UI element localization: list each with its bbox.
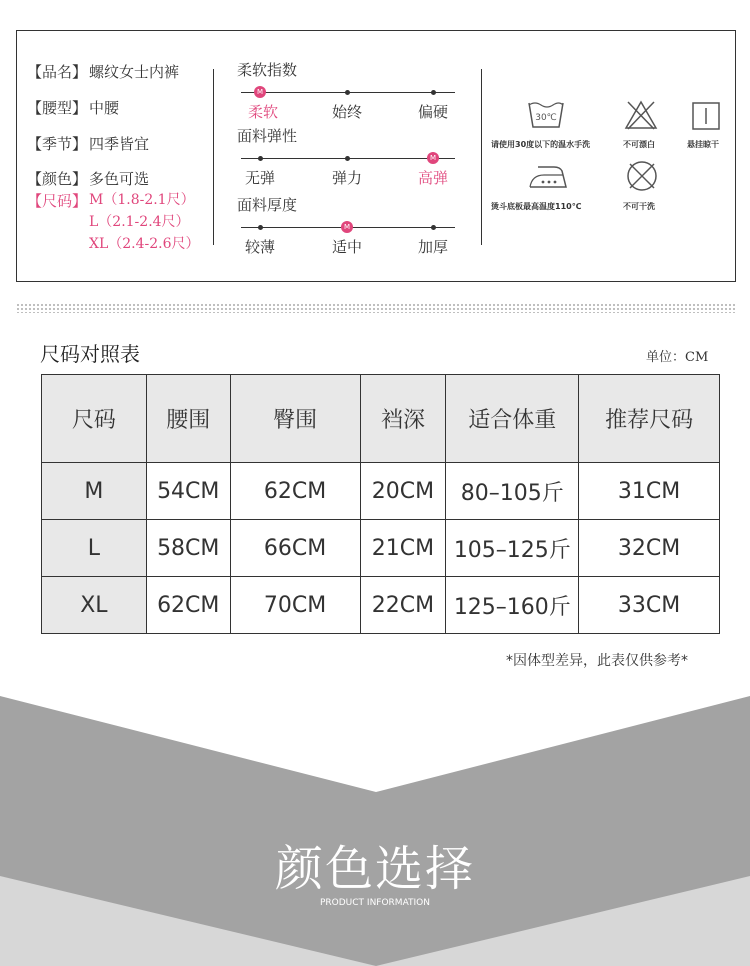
scale-thickness-label-2: 适中 [331, 238, 363, 256]
hang-dry-icon [691, 101, 721, 131]
size-table-title: 尺码对照表 [40, 342, 140, 366]
scale-thickness-title: 面料厚度 [237, 196, 298, 214]
hand-wash-caption: 请使用30度以下的温水手洗 [491, 140, 591, 149]
scale-dot [431, 225, 436, 230]
cell-size: L [42, 520, 147, 577]
cell-size: M [42, 463, 147, 520]
product-info-box [16, 30, 736, 282]
no-bleach-icon [624, 99, 658, 131]
size-table-unit: 单位：CM [646, 350, 709, 365]
cell-recommended: 31CM [579, 463, 720, 520]
scale-dot [258, 225, 263, 230]
hang-dry-caption: 悬挂晾干 [687, 140, 719, 149]
scale-elasticity-label-1: 无弹 [244, 169, 276, 187]
header-hip: 臀围 [230, 375, 360, 463]
cell-hip: 62CM [230, 463, 360, 520]
divider-left [213, 69, 214, 245]
banner-title: 颜色选择 [274, 841, 475, 897]
header-size: 尺码 [42, 375, 147, 463]
attr-waist: 【腰型】 中腰 [27, 99, 120, 117]
scale-thickness-label-1: 较薄 [244, 238, 276, 256]
scale-thickness-marker: M [341, 221, 353, 233]
cell-waist: 54CM [146, 463, 230, 520]
cell-weight: 105–125斤 [446, 520, 579, 577]
scale-softness-title: 柔软指数 [237, 61, 298, 79]
iron-icon [526, 161, 570, 191]
no-dry-clean-caption: 不可干洗 [623, 202, 655, 211]
attr-name: 【品名】 螺纹女士内裤 [27, 63, 180, 81]
scale-dot [345, 90, 350, 95]
table-row [42, 520, 720, 577]
svg-text:30℃: 30℃ [535, 113, 557, 123]
scale-dot [345, 156, 350, 161]
section-banner [0, 690, 750, 966]
divider-right [481, 69, 482, 245]
table-header-row [42, 375, 720, 463]
cell-waist: 62CM [146, 577, 230, 634]
no-dry-clean-icon [625, 159, 659, 193]
scale-elasticity-label-3: 高弹 [417, 169, 449, 187]
size-range-xl: XL（2.4-2.6尺） [89, 236, 200, 252]
hand-wash-icon [527, 99, 565, 131]
header-recommended: 推荐尺码 [579, 375, 720, 463]
cell-weight: 80–105斤 [446, 463, 579, 520]
size-range-list [89, 189, 200, 255]
table-row [42, 463, 720, 520]
scale-dot [431, 90, 436, 95]
attr-season: 【季节】 四季皆宜 [27, 135, 150, 153]
scale-dot [258, 156, 263, 161]
cell-rise: 22CM [360, 577, 446, 634]
scale-elasticity-label-2: 弹力 [331, 169, 363, 187]
attr-color: 【颜色】 多色可选 [27, 170, 150, 188]
iron-caption: 烫斗底板最高温度110℃ [491, 202, 582, 211]
scale-elasticity-marker: M [427, 152, 439, 164]
scale-softness-marker: M [254, 86, 266, 98]
cell-recommended: 33CM [579, 577, 720, 634]
scale-elasticity-title: 面料弹性 [237, 127, 298, 145]
attr-size: 【尺码】 [27, 192, 88, 210]
table-row [42, 577, 720, 634]
cell-hip: 70CM [230, 577, 360, 634]
cell-waist: 58CM [146, 520, 230, 577]
size-chart-table [41, 374, 720, 634]
header-rise: 裆深 [360, 375, 446, 463]
banner-subtitle: PRODUCT INFORMATION [319, 898, 431, 908]
header-waist: 腰围 [146, 375, 230, 463]
cell-hip: 66CM [230, 520, 360, 577]
size-table-note: *因体型差异，此表仅供参考* [506, 653, 688, 669]
size-range-m: M（1.8-2.1尺） [89, 192, 195, 208]
scale-thickness-label-3: 加厚 [417, 238, 449, 256]
no-bleach-caption: 不可漂白 [623, 140, 655, 149]
header-weight: 适合体重 [446, 375, 579, 463]
cell-rise: 21CM [360, 520, 446, 577]
cell-recommended: 32CM [579, 520, 720, 577]
cell-weight: 125–160斤 [446, 577, 579, 634]
cell-size: XL [42, 577, 147, 634]
scale-softness-label-3: 偏硬 [417, 103, 449, 121]
size-range-l: L（2.1-2.4尺） [89, 214, 190, 230]
scale-softness-label-1: 柔软 [247, 103, 279, 121]
dotted-divider [16, 303, 736, 313]
cell-rise: 20CM [360, 463, 446, 520]
scale-softness-label-2: 始终 [331, 103, 363, 121]
